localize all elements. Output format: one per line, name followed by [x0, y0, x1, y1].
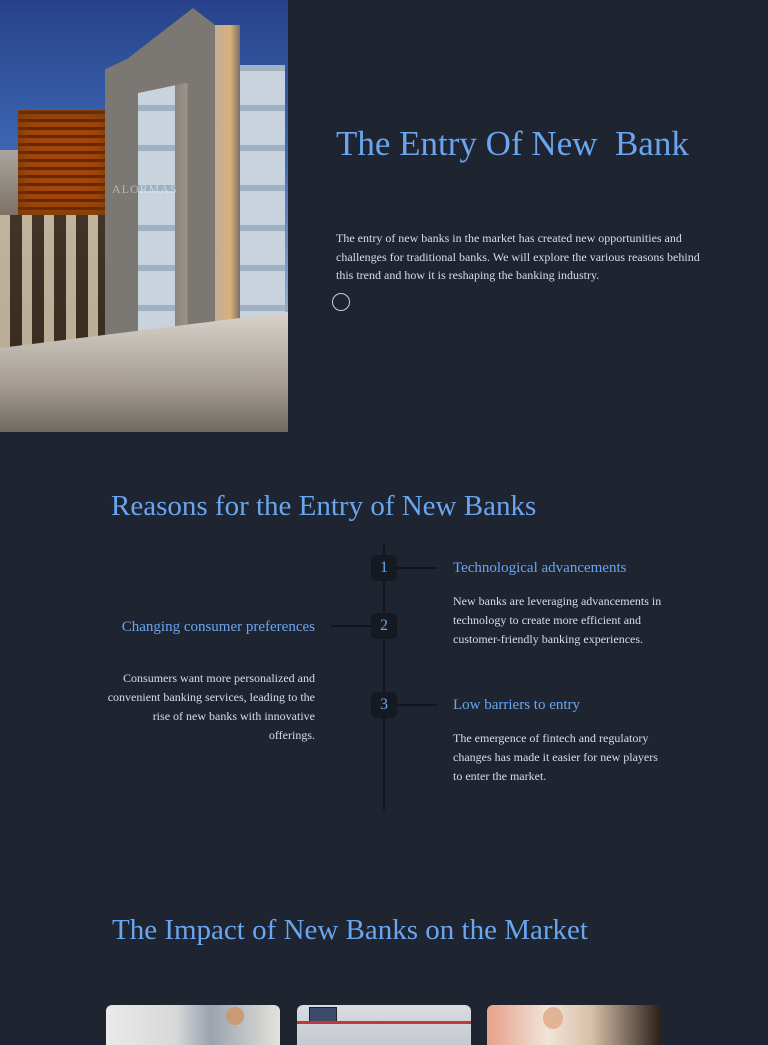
impact-card-image-3	[487, 1005, 661, 1045]
timeline-node-3: 3	[371, 692, 397, 718]
timeline-connector	[331, 625, 371, 627]
reason-body-low-barriers: The emergence of fintech and regulatory changes has made it easier for new players to enter the market.	[453, 731, 658, 783]
timeline-line	[383, 545, 385, 810]
timeline-node-2: 2	[371, 613, 397, 639]
reason-body-consumer-preferences: Consumers want more personalized and convenient banking services, leading to the rise of new banks with innovative offerings.	[107, 671, 315, 742]
person-photo	[543, 1007, 563, 1029]
reason-heading-technology: Technological advancements	[453, 560, 627, 576]
building-facade	[18, 110, 108, 215]
hero-description: The entry of new banks in the market has created new opportunities and challenges for traditional banks. We will explore the various reasons behind this trend and how it is reshaping the banking industry.	[336, 231, 700, 282]
reason-heading-consumer-preferences: Changing consumer preferences	[121, 619, 315, 635]
impact-card-image-1	[106, 1005, 280, 1045]
reasons-section-title: Reasons for the Entry of New Banks	[111, 490, 537, 522]
hero-building-image	[0, 0, 288, 432]
timeline-connector	[397, 567, 437, 569]
reason-body-technology: New banks are leveraging advancements in technology to create more efficient and customer-friendly banking experiences.	[453, 594, 662, 646]
timeline-connector	[397, 704, 437, 706]
timeline-node-1: 1	[371, 555, 397, 581]
person-photo	[226, 1007, 244, 1025]
image-watermark: ALORMAS	[112, 182, 178, 196]
circle-indicator-icon[interactable]	[332, 293, 350, 311]
hero-title: The Entry Of New Bank	[336, 124, 689, 163]
impact-card-image-2	[297, 1005, 471, 1045]
impact-section-title: The Impact of New Banks on the Market	[112, 914, 588, 946]
reason-heading-low-barriers: Low barriers to entry	[453, 697, 581, 713]
